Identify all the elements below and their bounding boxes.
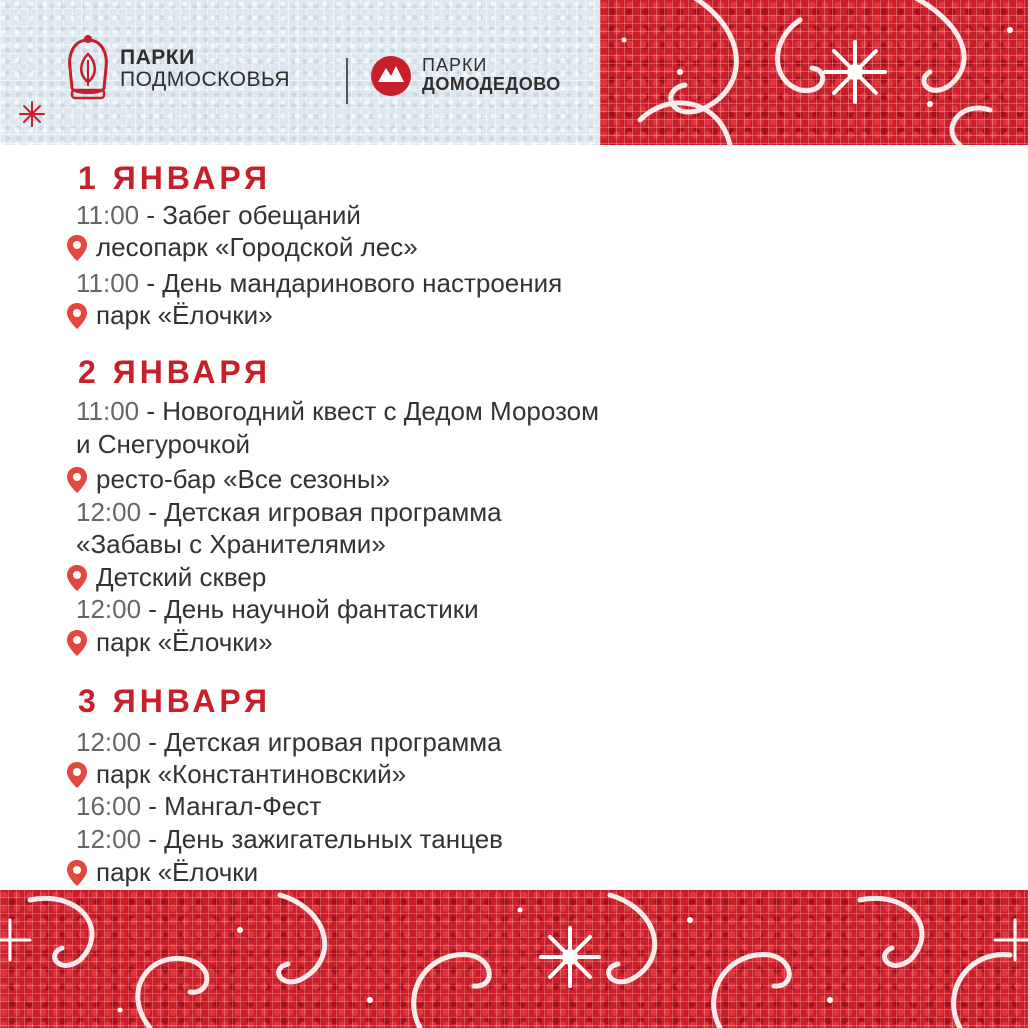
event-line	[76, 396, 599, 427]
location-line	[66, 759, 406, 790]
event-time: 12:00	[76, 594, 142, 624]
location-line	[66, 300, 273, 331]
event-line	[76, 497, 502, 528]
event-line-continued	[76, 429, 250, 460]
location-text: ресто-бар «Все сезоны»	[96, 464, 391, 494]
location-line	[66, 232, 418, 263]
event-text: «Забавы с Хранителями»	[76, 529, 386, 559]
swirl-decoration	[600, 0, 1028, 145]
event-time: 11:00	[76, 200, 140, 230]
event-time: 16:00	[76, 791, 142, 821]
location-line	[66, 627, 273, 658]
location-text: парк «Ёлочки»	[96, 627, 273, 657]
brand-right-line2: ДОМОДЕДОВО	[422, 74, 561, 94]
event-time: 11:00	[76, 396, 140, 426]
brand-divider	[346, 58, 348, 104]
event-line	[76, 791, 321, 822]
event-text: и Снегурочкой	[76, 429, 251, 459]
swirl-decoration	[0, 890, 1028, 1028]
event-line	[76, 824, 503, 855]
header-banner	[0, 0, 1028, 145]
brand-left-line1: ПАРКИ	[120, 45, 195, 69]
location-text: Детский сквер	[96, 562, 267, 592]
header-mosaic-decoration	[600, 0, 1028, 145]
brand-right-line1: ПАРКИ	[422, 55, 488, 76]
day-title: 2 ЯНВАРЯ	[78, 354, 271, 390]
brand-parks-podmoskovya	[62, 34, 290, 104]
location-pin-icon	[66, 564, 88, 592]
event-text: - День мандаринового настроения	[139, 268, 563, 298]
event-text: - Мангал-Фест	[141, 791, 322, 821]
location-text: парк «Ёлочки	[96, 857, 259, 887]
brand-left-line2: ПОДМОСКОВЬЯ	[120, 68, 291, 91]
domodedovo-logo-icon	[368, 52, 414, 98]
location-pin-icon	[66, 859, 88, 887]
event-line	[76, 727, 502, 758]
event-text: - Забег обещаний	[139, 200, 361, 230]
mitten-logo-icon	[62, 34, 114, 104]
location-line	[66, 464, 390, 495]
location-text: парк «Ёлочки»	[96, 300, 273, 330]
event-line-continued	[76, 529, 386, 560]
location-text: лесопарк «Городской лес»	[96, 232, 418, 262]
event-line	[76, 268, 562, 299]
event-time: 11:00	[76, 268, 140, 298]
event-time: 12:00	[76, 824, 142, 854]
location-pin-icon	[66, 761, 88, 789]
event-text: - Детская игровая программа	[141, 727, 502, 757]
event-text: - Новогодний квест с Дедом Морозом	[139, 396, 600, 426]
event-line	[76, 200, 361, 231]
day-title: 3 ЯНВАРЯ	[78, 683, 271, 719]
event-text: - День зажигательных танцев	[141, 824, 503, 854]
location-text: парк «Константиновский»	[96, 759, 407, 789]
brand-parks-domodedovo	[368, 52, 561, 98]
event-time: 12:00	[76, 497, 142, 527]
event-text: - Детская игровая программа	[141, 497, 502, 527]
location-pin-icon	[66, 302, 88, 330]
event-text: - День научной фантастики	[141, 594, 479, 624]
day-title: 1 ЯНВАРЯ	[78, 160, 271, 196]
location-pin-icon	[66, 234, 88, 262]
location-line	[66, 857, 258, 888]
event-time: 12:00	[76, 727, 142, 757]
location-pin-icon	[66, 466, 88, 494]
footer-mosaic-decoration	[0, 890, 1028, 1028]
location-pin-icon	[66, 629, 88, 657]
location-line	[66, 562, 266, 593]
event-line	[76, 594, 479, 625]
